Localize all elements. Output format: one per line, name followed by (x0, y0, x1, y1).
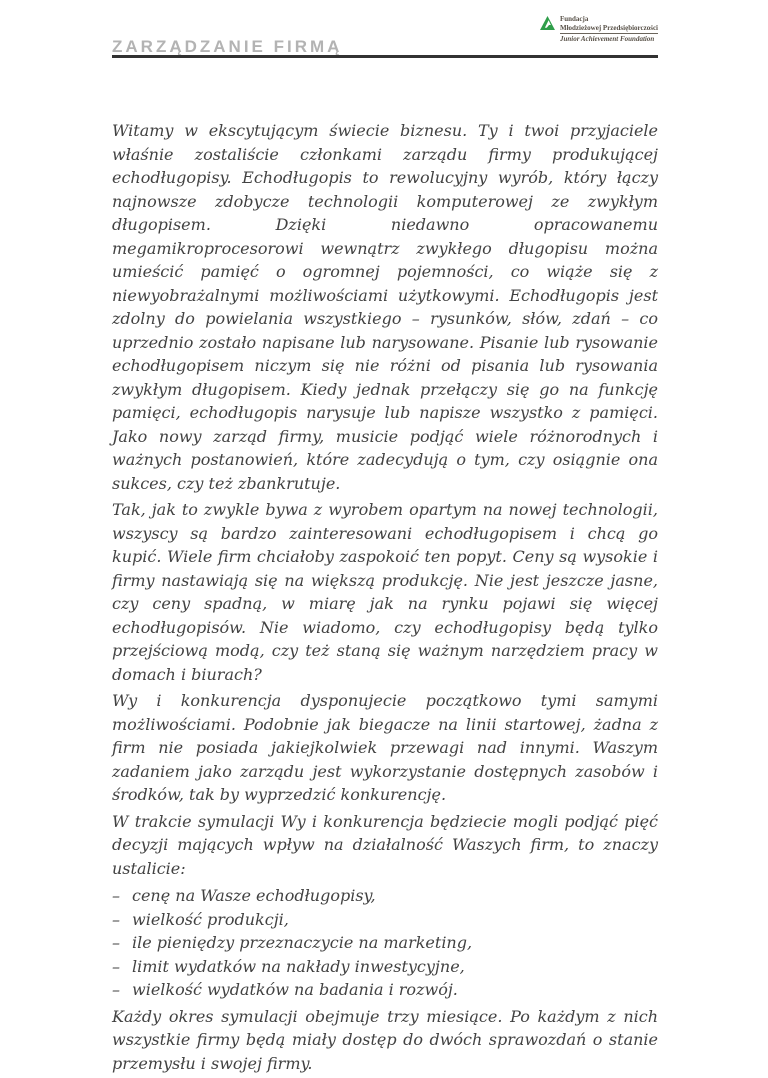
bullet-dash: – (112, 980, 120, 999)
header-divider (112, 55, 658, 58)
list-item (112, 931, 658, 955)
page-header (112, 0, 658, 60)
paragraph-market: Tak, jak to zwykle bywa z wyrobem opartym na nowej technologii, wszyscy są bardzo zainteresowani echodługopisem i chcą go kupić. Wiele firm chciałoby zaspokoić ten popyt. Ceny są wysokie i firmy nastawiają się na większą produkcję. Nie jest jeszcze jasne, czy ceny spadną, w miarę jak na rynku pojawi się więcej echodługopisów. Nie wiadomo, czy echodługopisy będą tylko przejściową modą, czy też staną się ważnym narzędziem pracy w domach i biurach? (112, 500, 658, 684)
paragraph-closing: Każdy okres symulacji obejmuje trzy miesiące. Po każdym z nich wszystkie firmy będą miały dostęp do dwóch sprawozdań o stanie przemysłu i swojej firmy. (112, 1006, 658, 1073)
list-item (112, 955, 658, 979)
paragraph-competition: Wy i konkurencja dysponujecie początkowo tymi samymi możliwościami. Podobnie jak biegacze na linii startowej, żadna z firm nie posiada jakiejkolwiek przewagi nad innymi. Waszym zadaniem jako zarządu jest wykorzystanie dostępnych zasobów i środków, tak by wyprzedzić konkurencję. (112, 691, 658, 804)
document-body (112, 119, 658, 1078)
bullet-dash: – (112, 886, 120, 905)
list-item-label: limit wydatków na nakłady inwestycyjne, (132, 956, 465, 976)
list-item-label: ile pieniędzy przeznaczycie na marketing, (132, 933, 473, 952)
decision-list (112, 884, 658, 1002)
ja-triangle-icon (540, 16, 555, 30)
list-item-label: wielkość wydatków na badania i rozwój. (132, 980, 458, 999)
list-item-label: cenę na Wasze echodługopisy, (132, 886, 376, 905)
bullet-dash: – (112, 909, 120, 929)
logo-line-mlodziezowej: Młodzieżowej Przedsiębiorczości (559, 23, 658, 32)
bullet-dash: – (112, 956, 120, 976)
list-item (112, 978, 658, 1002)
list-item (112, 884, 658, 908)
logo-line-junior-achievement: Junior Achievement Foundation (560, 33, 658, 44)
logo-line-fundacja: Fundacja (559, 15, 589, 23)
list-item-label: wielkość produkcji, (132, 909, 289, 929)
paragraph-decisions-intro: W trakcie symulacji Wy i konkurencja będziecie mogli podjąć pięć decyzji mających wpływ na działalność Waszych firm, to znaczy ustalicie: (112, 811, 658, 878)
bullet-dash: – (112, 933, 120, 952)
page-title: ZARZĄDZANIE FIRMĄ (112, 37, 343, 56)
ja-logo-text (560, 15, 658, 44)
paragraph-intro: Witamy w ekscytującym świecie biznesu. Ty i twoi przyjaciele właśnie zostaliście członkami zarządu firmy produkującej echodługopisy. Echodługopis to rewolucyjny wyrób, który łączy najnowsze zdobycze technologii komputerowej ze zwykłym długopisem. Dzięki niedawno opracowanemu megamikroprocesorowi wewnątrz zwykłego długopisu można umieścić pamięć o ogromnej pojemności, co wiąże się z niewyobrażalnymi możliwościami użytkowymi. Echodługopis jest zdolny do powielania wszystkiego – rysunków, słów, zdań – co uprzednio zostało napisane lub narysowane. Pisanie lub rysowanie echodługopisem niczym się nie różni od pisania lub rysowania zwykłym długopisem. Kiedy jednak przełączy się go na funkcję pamięci, echodługopis narysuje lub napisze wszystko z pamięci. Jako nowy zarząd firmy, musicie podjąć wiele różnorodnych i ważnych postanowień, które zadecydują o tym, czy osiągnie ona sukces, czy też zbankrutuje. (112, 121, 658, 493)
ja-foundation-logo (540, 15, 658, 44)
list-item (112, 908, 658, 932)
